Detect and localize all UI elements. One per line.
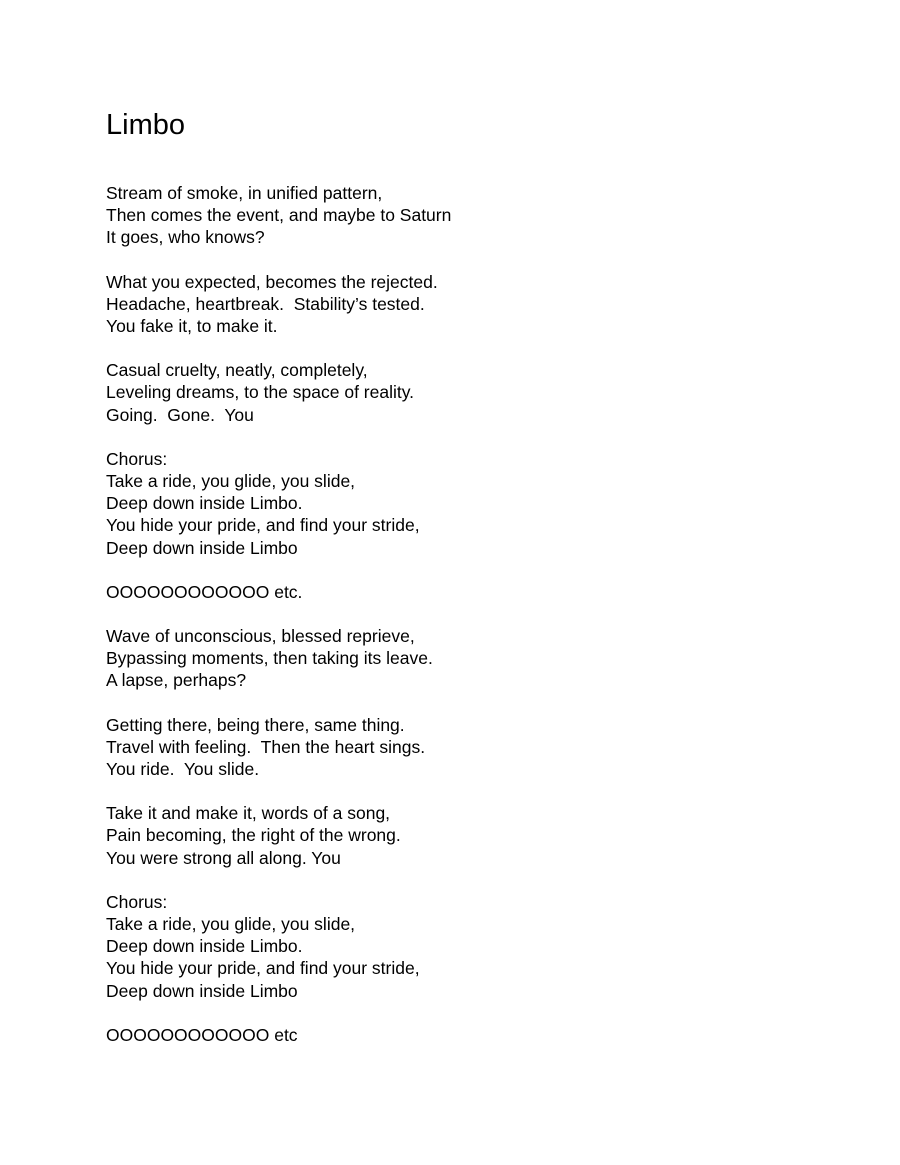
lyric-line: Deep down inside Limbo.	[106, 936, 303, 957]
chorus-1	[106, 448, 826, 559]
stanza-6	[106, 802, 826, 869]
refrain-1	[106, 581, 826, 603]
stanza-5	[106, 714, 826, 781]
stanza-3	[106, 359, 826, 426]
lyric-line: Stream of smoke, in unified pattern,	[106, 183, 383, 203]
lyric-line: You hide your pride, and find your stride,	[106, 958, 420, 979]
lyric-line: You ride. You slide.	[106, 759, 260, 780]
refrain-2	[106, 1024, 826, 1046]
lyric-line: You hide your pride, and find your stride,	[106, 515, 420, 536]
lyric-line: Travel with feeling. Then the heart sings.	[106, 736, 426, 757]
lyric-line: A lapse, perhaps?	[106, 670, 247, 691]
lyric-line: Headache, heartbreak. Stability’s tested.	[106, 293, 425, 314]
lyric-line: Deep down inside Limbo.	[106, 493, 303, 514]
lyric-line: Leveling dreams, to the space of reality.	[106, 382, 415, 403]
chorus-2	[106, 891, 826, 1002]
lyric-line: Wave of unconscious, blessed reprieve,	[106, 626, 415, 647]
lyrics-page	[106, 105, 826, 1068]
lyric-line: Deep down inside Limbo	[106, 537, 298, 558]
lyric-line: Getting there, being there, same thing.	[106, 714, 405, 735]
lyric-line: Bypassing moments, then taking its leave.	[106, 648, 433, 669]
lyric-line: Pain becoming, the right of the wrong.	[106, 825, 401, 846]
chorus-label: Chorus:	[106, 891, 168, 912]
lyric-line: OOOOOOOOOOOO etc.	[106, 581, 303, 602]
page-title: Limbo	[106, 109, 185, 141]
lyric-line: Casual cruelty, neatly, completely,	[106, 360, 368, 381]
lyric-line: Take it and make it, words of a song,	[106, 803, 391, 824]
lyric-line: You were strong all along. You	[106, 847, 341, 868]
lyric-line: Going. Gone. You	[106, 404, 254, 425]
stanza-4	[106, 625, 826, 692]
lyric-line: Deep down inside Limbo	[106, 980, 298, 1001]
lyric-line: OOOOOOOOOOOO etc	[106, 1024, 298, 1045]
lyric-line: Take a ride, you glide, you slide,	[106, 471, 356, 492]
stanza-1	[106, 182, 826, 249]
lyric-line: You fake it, to make it.	[106, 316, 278, 337]
lyric-line: Take a ride, you glide, you slide,	[106, 914, 356, 935]
lyric-line: What you expected, becomes the rejected.	[106, 271, 438, 292]
stanza-2	[106, 271, 826, 338]
lyric-line: Then comes the event, and maybe to Saturn	[106, 205, 452, 226]
lyric-line: It goes, who knows?	[106, 227, 265, 248]
chorus-label: Chorus:	[106, 448, 168, 469]
